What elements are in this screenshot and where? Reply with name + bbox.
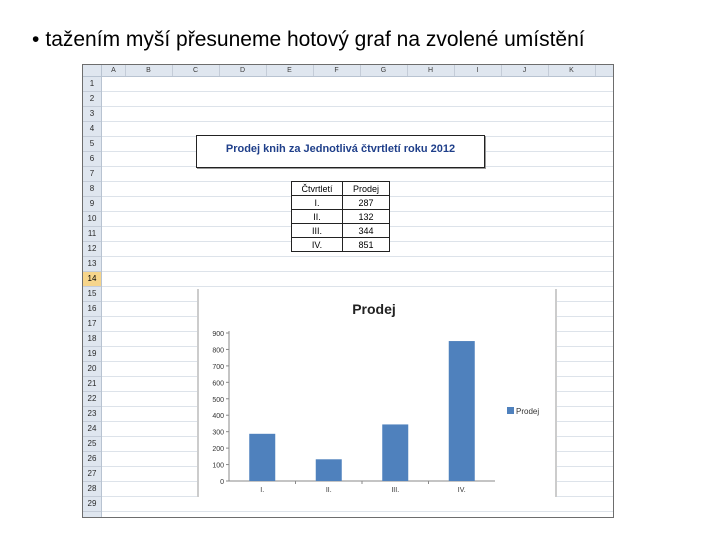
column-header-h[interactable]: H [407, 65, 455, 76]
grid-line [102, 286, 613, 287]
row-header-18[interactable]: 18 [83, 332, 101, 347]
x-tick-label: IV. [457, 487, 466, 494]
chart-title: Prodej [352, 301, 396, 317]
row-header-15[interactable]: 15 [83, 287, 101, 302]
row-header-17[interactable]: 17 [83, 317, 101, 332]
grid-line [102, 91, 613, 92]
row-header-19[interactable]: 19 [83, 347, 101, 362]
cell-quarter[interactable]: I. [292, 196, 343, 210]
title-text: Prodej knih za Jednotlivá čtvrtletí roku 2012 [225, 143, 456, 155]
cell-sales[interactable]: 287 [343, 196, 390, 210]
row-header-24[interactable]: 24 [83, 422, 101, 437]
row-header-4[interactable]: 4 [83, 122, 101, 137]
spreadsheet[interactable] [82, 64, 614, 518]
data-table [291, 181, 390, 252]
bullet-icon: • [32, 28, 40, 51]
row-header-26[interactable]: 26 [83, 452, 101, 467]
column-header-a[interactable]: A [102, 65, 126, 76]
header-sales[interactable]: Prodej [343, 182, 390, 196]
row-header-1[interactable]: 1 [83, 77, 101, 92]
row-header-12[interactable]: 12 [83, 242, 101, 257]
column-header-g[interactable]: G [360, 65, 408, 76]
row-header-22[interactable]: 22 [83, 392, 101, 407]
table-row [292, 210, 390, 224]
row-header-21[interactable]: 21 [83, 377, 101, 392]
cell-quarter[interactable]: IV. [292, 238, 343, 252]
column-header-f[interactable]: F [313, 65, 361, 76]
column-header-i[interactable]: I [454, 65, 502, 76]
row-header-7[interactable]: 7 [83, 167, 101, 182]
column-header-d[interactable]: D [219, 65, 267, 76]
row-header-3[interactable]: 3 [83, 107, 101, 122]
row-header-23[interactable]: 23 [83, 407, 101, 422]
table-row [292, 238, 390, 252]
row-header-2[interactable]: 2 [83, 92, 101, 107]
y-tick-label: 500 [212, 396, 224, 404]
row-headers [83, 77, 102, 517]
row-header-10[interactable]: 10 [83, 212, 101, 227]
y-tick-label: 200 [212, 446, 224, 454]
cell-quarter[interactable]: III. [292, 224, 343, 238]
y-tick-label: 700 [212, 363, 224, 371]
bar-4 [449, 341, 475, 481]
cell-quarter[interactable]: II. [292, 210, 343, 224]
column-header-j[interactable]: J [501, 65, 549, 76]
row-header-29[interactable]: 29 [83, 497, 101, 512]
grid-line [102, 511, 613, 512]
grid-line [102, 106, 613, 107]
slide-caption [32, 28, 692, 52]
legend-label: Prodej [516, 407, 540, 416]
grid-line [102, 271, 613, 272]
row-header-28[interactable]: 28 [83, 482, 101, 497]
y-tick-label: 600 [212, 380, 224, 388]
row-header-27[interactable]: 27 [83, 467, 101, 482]
row-header-8[interactable]: 8 [83, 182, 101, 197]
row-header-5[interactable]: 5 [83, 137, 101, 152]
row-header-9[interactable]: 9 [83, 197, 101, 212]
header-quarter[interactable]: Čtvrtletí [292, 182, 343, 196]
bar-3 [382, 424, 408, 481]
row-header-20[interactable]: 20 [83, 362, 101, 377]
column-header-b[interactable]: B [125, 65, 173, 76]
y-tick-label: 300 [212, 429, 224, 437]
x-tick-label: I. [260, 487, 265, 494]
row-header-13[interactable]: 13 [83, 257, 101, 272]
chart-svg [197, 289, 557, 497]
y-tick-label: 0 [220, 479, 224, 486]
legend-swatch [507, 407, 514, 414]
row-header-16[interactable]: 16 [83, 302, 101, 317]
caption-text: tažením myší přesuneme hotový graf na zvolené umístění [45, 28, 585, 51]
x-tick-label: II. [325, 487, 332, 494]
row-header-6[interactable]: 6 [83, 152, 101, 167]
column-headers [102, 65, 613, 77]
grid-line [102, 121, 613, 122]
y-tick-label: 800 [212, 347, 224, 355]
y-tick-label: 100 [212, 462, 224, 470]
grid-line [102, 256, 613, 257]
y-tick-label: 900 [212, 331, 224, 338]
column-header-e[interactable]: E [266, 65, 314, 76]
column-header-k[interactable]: K [548, 65, 596, 76]
cell-sales[interactable]: 344 [343, 224, 390, 238]
cell-sales[interactable]: 132 [343, 210, 390, 224]
row-header-14[interactable]: 14 [83, 272, 101, 287]
table-row [292, 224, 390, 238]
y-tick-label: 400 [212, 413, 224, 421]
bar-2 [316, 459, 342, 481]
select-all-corner[interactable] [83, 65, 102, 77]
column-header-c[interactable]: C [172, 65, 220, 76]
row-header-25[interactable]: 25 [83, 437, 101, 452]
x-tick-label: III. [391, 487, 400, 494]
table-row [292, 196, 390, 210]
title-textbox[interactable] [196, 135, 485, 168]
embedded-chart[interactable] [197, 289, 557, 497]
row-header-11[interactable]: 11 [83, 227, 101, 242]
bar-1 [249, 434, 275, 481]
cell-sales[interactable]: 851 [343, 238, 390, 252]
